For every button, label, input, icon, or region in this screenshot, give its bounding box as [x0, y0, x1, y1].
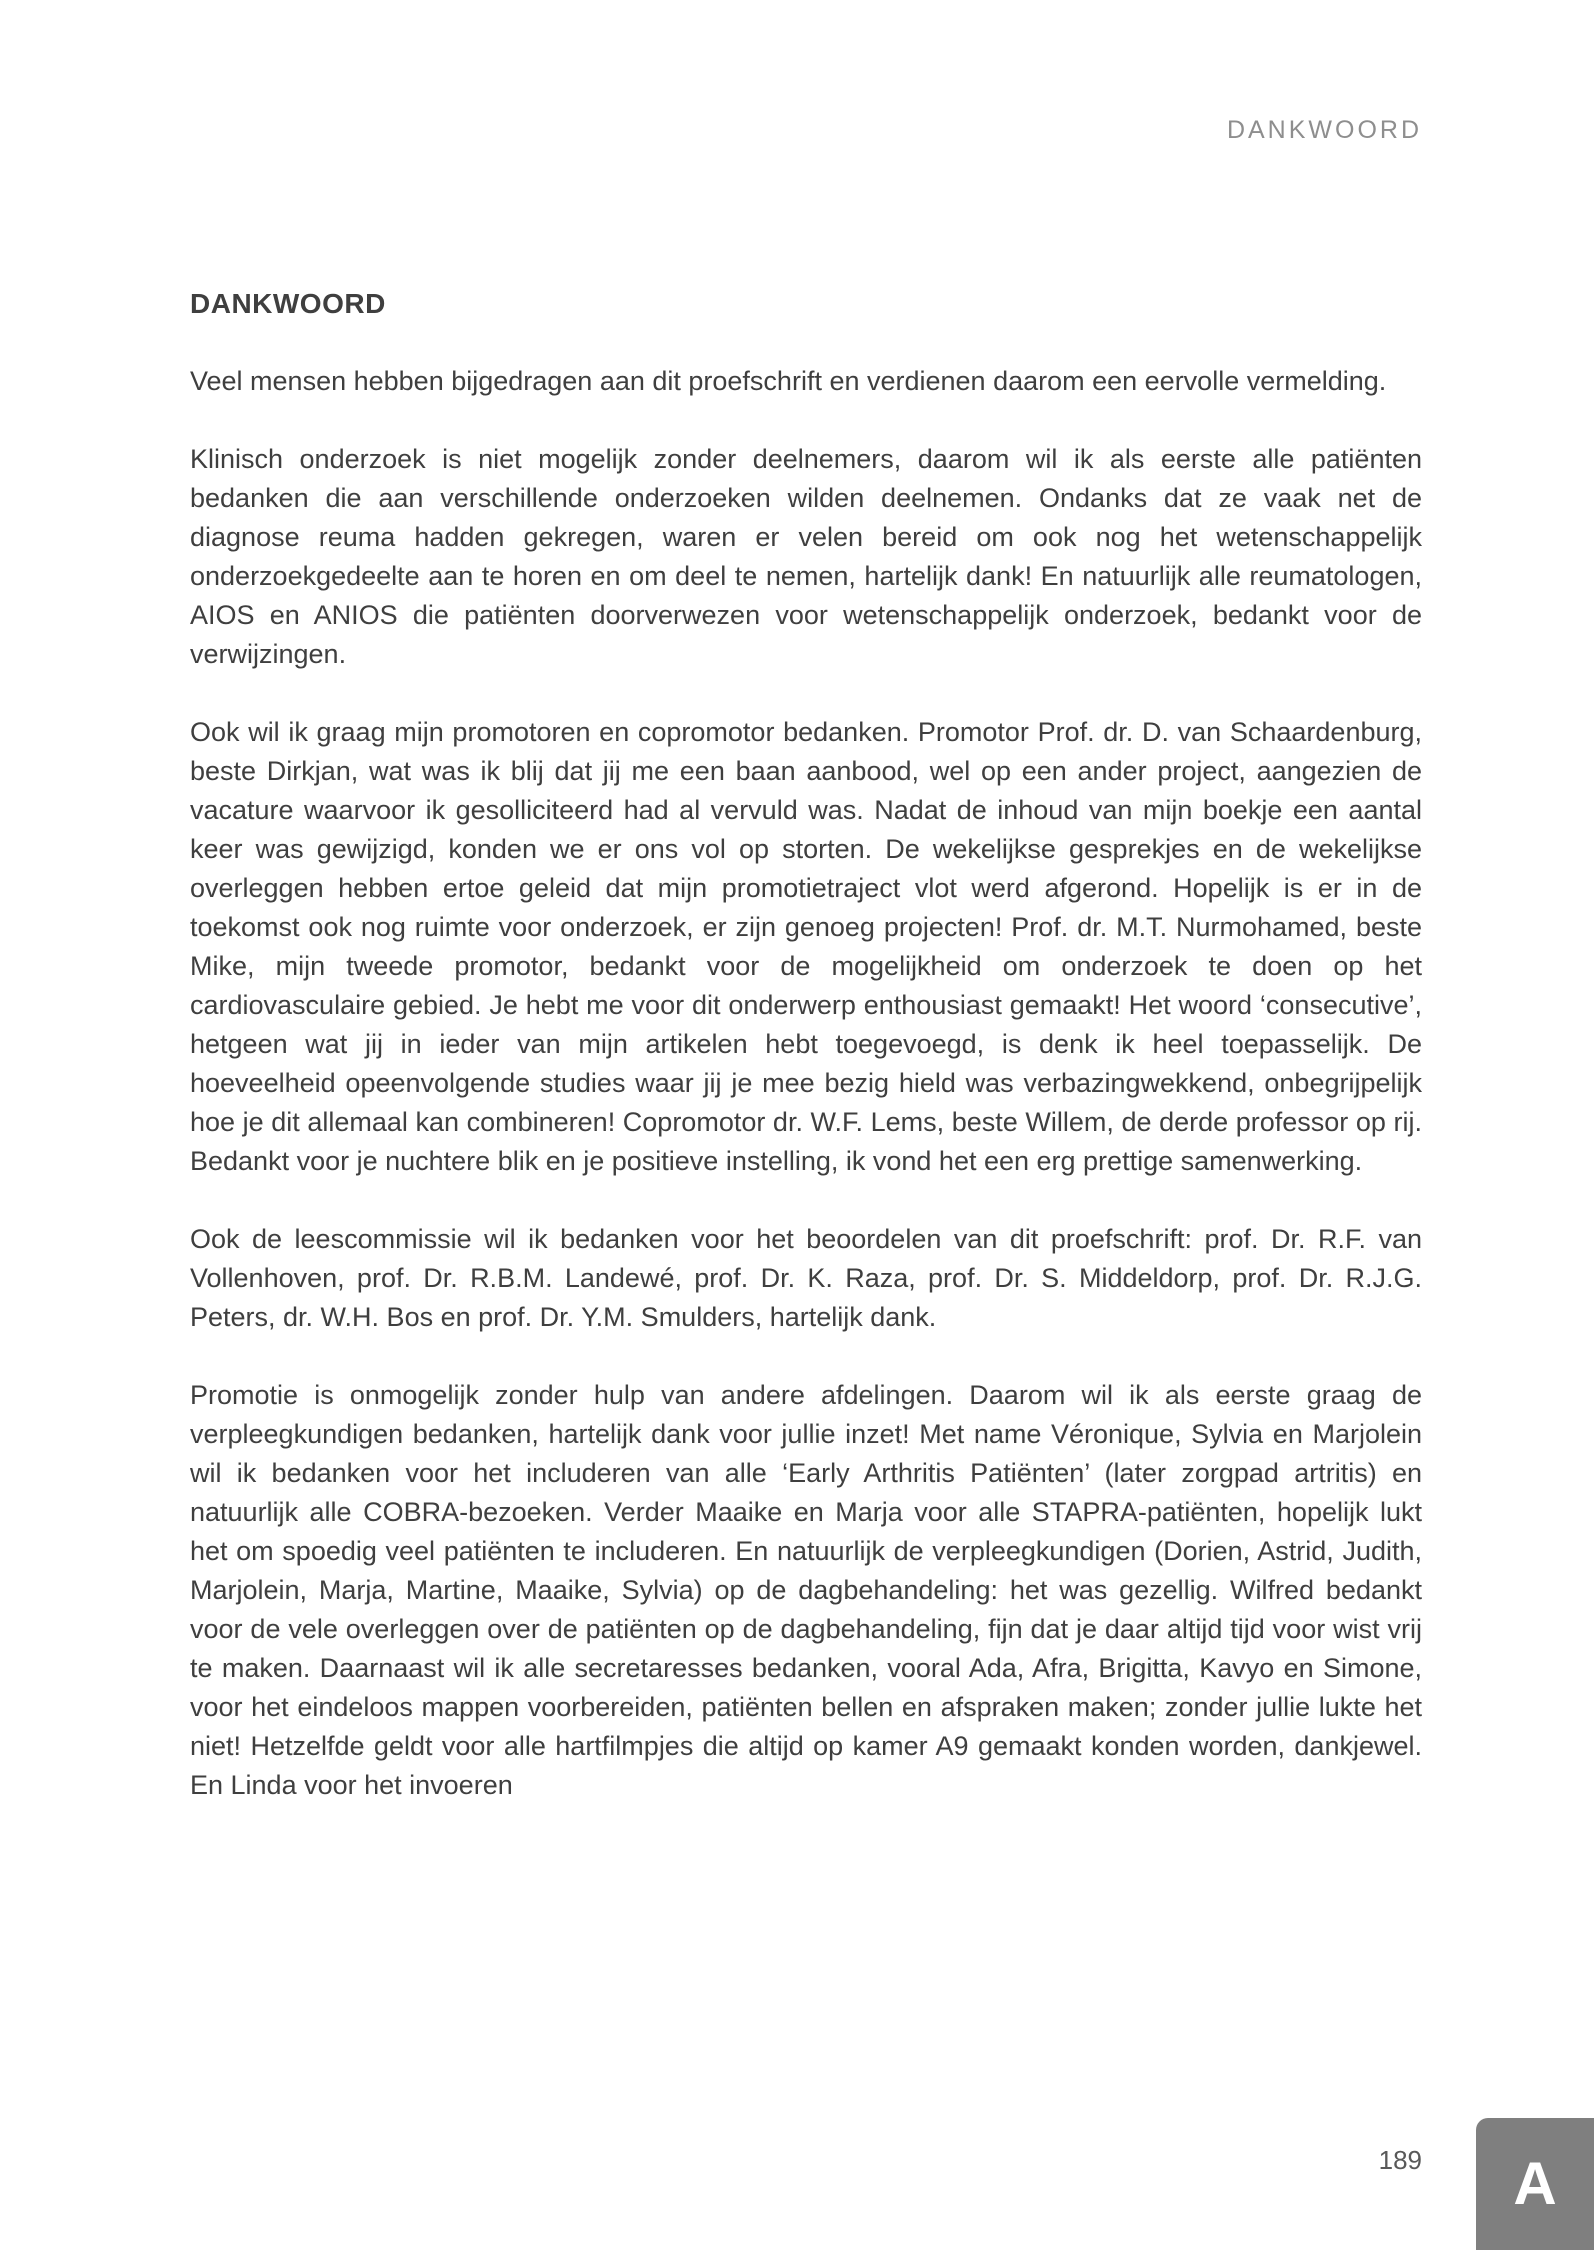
paragraph: Promotie is onmogelijk zonder hulp van andere afdelingen. Daarom wil ik als eerste graag de verpleegkundigen bedanken, hartelijk dank voor jullie inzet! Met name Véronique, Sylvia en Marjolein wil ik bedanken voor het includeren van alle ‘Early Arthritis Patiënten’ (later zorgpad artritis) en natuurlijk alle COBRA-bezoeken. Verder Maaike en Marja voor alle STAPRA-patiënten, hopelijk lukt het om spoedig veel patiënten te includeren. En natuurlijk de verpleegkundigen (Dorien, Astrid, Judith, Marjolein, Marja, Martine, Maaike, Sylvia) op de dagbehandeling: het was gezellig. Wilfred bedankt voor de vele overleggen over de patiënten op de dagbehandeling, fijn dat je daar altijd tijd voor wist vrij te maken. Daarnaast wil ik alle secretaresses bedanken, vooral Ada, Afra, Brigitta, Kavyo en Simone, voor het eindeloos mappen voorbereiden, patiënten bellen en afspraken maken; zonder jullie lukte het niet! Hetzelfde geldt voor alle hartfilmpjes die altijd op kamer A9 gemaakt konden worden, dankjewel. En Linda voor het invoeren — [190, 1380, 1422, 1800]
chapter-tab-label: A — [1513, 2150, 1557, 2217]
page-number: 189 — [1378, 2145, 1422, 2175]
paragraph: Veel mensen hebben bijgedragen aan dit proefschrift en verdienen daarom een eervolle vermelding. — [190, 366, 1387, 396]
paragraph: Ook wil ik graag mijn promotoren en copromotor bedanken. Promotor Prof. dr. D. van Schaardenburg, beste Dirkjan, wat was ik blij dat jij me een baan aanbood, wel op een ander project, aangezien de vacature waarvoor ik gesolliciteerd had al vervuld was. Nadat de inhoud van mijn boekje een aantal keer was gewijzigd, konden we er ons vol op storten. De wekelijkse gesprekjes en de wekelijkse overleggen hebben ertoe geleid dat mijn promotietraject vlot werd afgerond. Hopelijk is er in de toekomst ook nog ruimte voor onderzoek, er zijn genoeg projecten! Prof. dr. M.T. Nurmohamed, beste Mike, mijn tweede promotor, bedankt voor de mogelijkheid om onderzoek te doen op het cardiovasculaire gebied. Je hebt me voor dit onderwerp enthousiast gemaakt! Het woord ‘consecutive’, hetgeen wat jij in ieder van mijn artikelen hebt toegevoegd, is denk ik heel toepasselijk. De hoeveelheid opeenvolgende studies waar jij je mee bezig hield was verbazingwekkend, onbegrijpelijk hoe je dit allemaal kan combineren! Copromotor dr. W.F. Lems, beste Willem, de derde professor op rij. Bedankt voor je nuchtere blik en je positieve instelling, ik vond het een erg prettige samenwerking. — [190, 717, 1422, 1176]
running-header: DANKWOORD — [1226, 116, 1422, 144]
paragraph: Klinisch onderzoek is niet mogelijk zonder deelnemers, daarom wil ik als eerste alle patiënten bedanken die aan verschillende onderzoeken wilden deelnemen. Ondanks dat ze vaak net de diagnose reuma hadden gekregen, waren er velen bereid om ook nog het wetenschappelijk onderzoekgedeelte aan te horen en om deel te nemen, hartelijk dank! En natuurlijk alle reumatologen, AIOS en ANIOS die patiënten doorverwezen voor wetenschappelijk onderzoek, bedankt voor de verwijzingen. — [190, 444, 1422, 669]
paragraph: Ook de leescommissie wil ik bedanken voor het beoordelen van dit proefschrift: prof. Dr. R.F. van Vollenhoven, prof. Dr. R.B.M. Landewé, prof. Dr. K. Raza, prof. Dr. S. Middeldorp, prof. Dr. R.J.G. Peters, dr. W.H. Bos en prof. Dr. Y.M. Smulders, hartelijk dank. — [190, 1224, 1422, 1332]
chapter-tab — [1476, 2118, 1594, 2250]
page-title: DANKWOORD — [190, 288, 386, 319]
page-content — [190, 288, 1422, 1844]
